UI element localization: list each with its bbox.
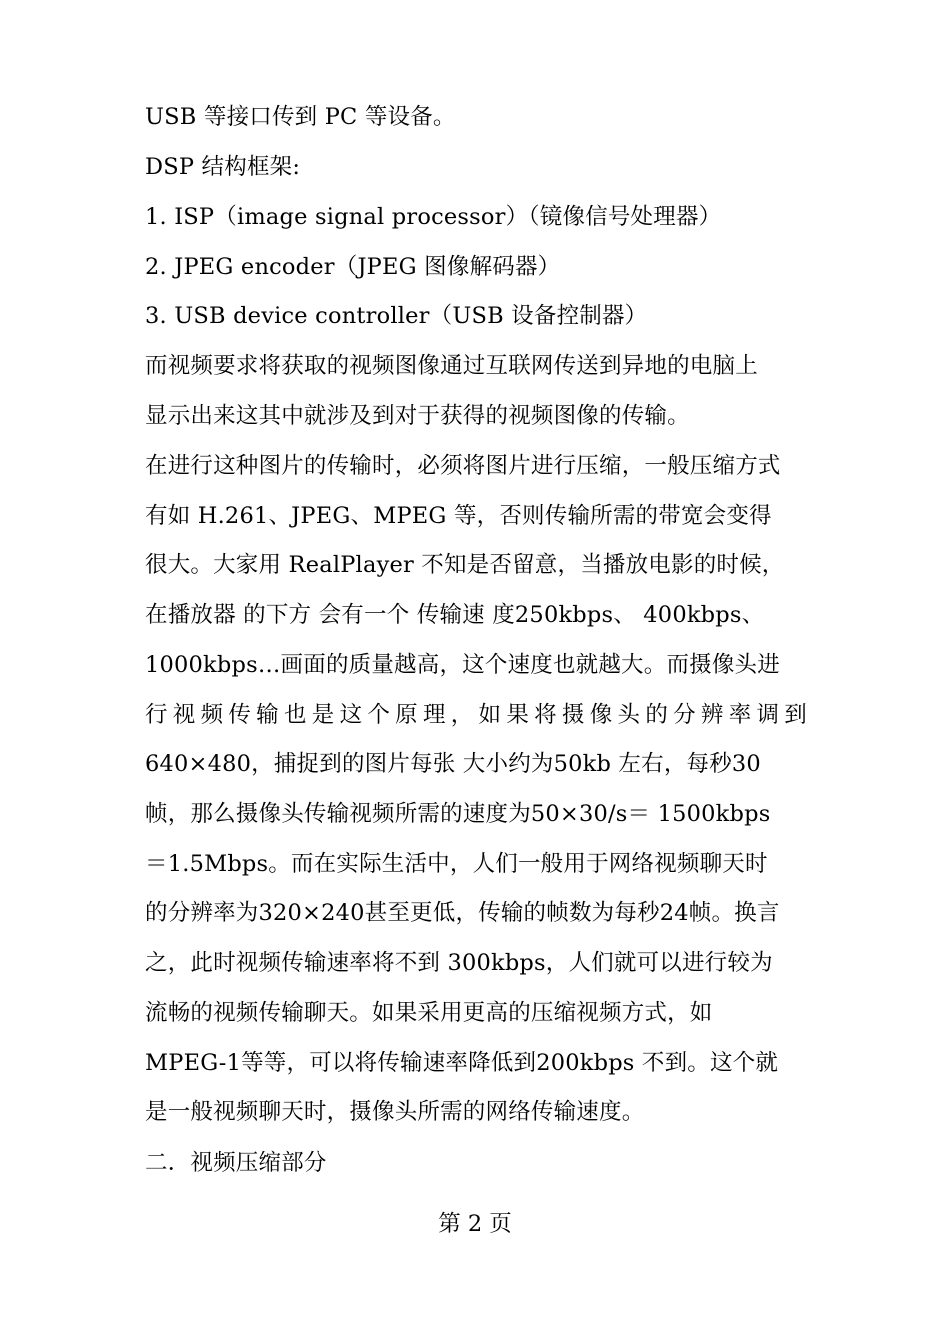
text-line-1: USB 等接口传到 PC 等设备。: [145, 104, 456, 130]
text-line-6: 而视频要求将获取的视频图像通过互联网传送到异地的电脑上: [145, 353, 758, 379]
text-line-17: 的分辨率为320×240甚至更低，传输的帧数为每秒24帧。换言: [145, 900, 780, 926]
text-line-10: 很大。大家用 RealPlayer 不知是否留意，当播放电影的时候，: [145, 552, 785, 578]
text-line-2: DSP 结构框架:: [145, 154, 301, 180]
text-line-8: 在进行这种图片的传输时，必须将图片进行压缩，一般压缩方式: [145, 453, 781, 479]
text-line-20: MPEG-1等等，可以将传输速率降低到200kbps 不到。这个就: [145, 1050, 779, 1076]
text-line-15: 帧，那么摄像头传输视频所需的速度为50×30/s＝ 1500kbps: [145, 801, 771, 827]
text-line-21: 是一般视频聊天时，摄像头所需的网络传输速度。: [145, 1099, 645, 1125]
text-line-9: 有如 H.261、JPEG、MPEG 等，否则传输所需的带宽会变得: [145, 503, 772, 529]
text-line-12: 1000kbps…画面的质量越高，这个速度也就越大。而摄像头进: [145, 652, 780, 678]
section-heading: 二．视频压缩部分: [145, 1150, 327, 1176]
text-line-13: 行视频传输也是这个原理，如果将摄像头的分辨率调到: [145, 702, 807, 728]
list-item-usb-controller: 3. USB device controller（USB 设备控制器）: [145, 303, 648, 329]
text-line-19: 流畅的视频传输聊天。如果采用更高的压缩视频方式，如: [145, 1000, 713, 1026]
text-line-7: 显示出来这其中就涉及到对于获得的视频图像的传输。: [145, 403, 690, 429]
list-item-isp: 1. ISP（image signal processor）（镜像信号处理器）: [145, 204, 722, 230]
text-line-16: ＝1.5Mbps。而在实际生活中，人们一般用于网络视频聊天时: [145, 851, 768, 877]
text-line-14: 640×480，捕捉到的图片每张 大小约为50kb 左右，每秒30: [145, 751, 761, 777]
text-line-18: 之，此时视频传输速率将不到 300kbps，人们就可以进行较为: [145, 950, 773, 976]
list-item-jpeg-encoder: 2. JPEG encoder（JPEG 图像解码器）: [145, 254, 561, 280]
page-number: 第 2 页: [438, 1211, 512, 1237]
text-line-11: 在播放器 的下方 会有一个 传输速 度250kbps、 400kbps、: [145, 602, 765, 628]
